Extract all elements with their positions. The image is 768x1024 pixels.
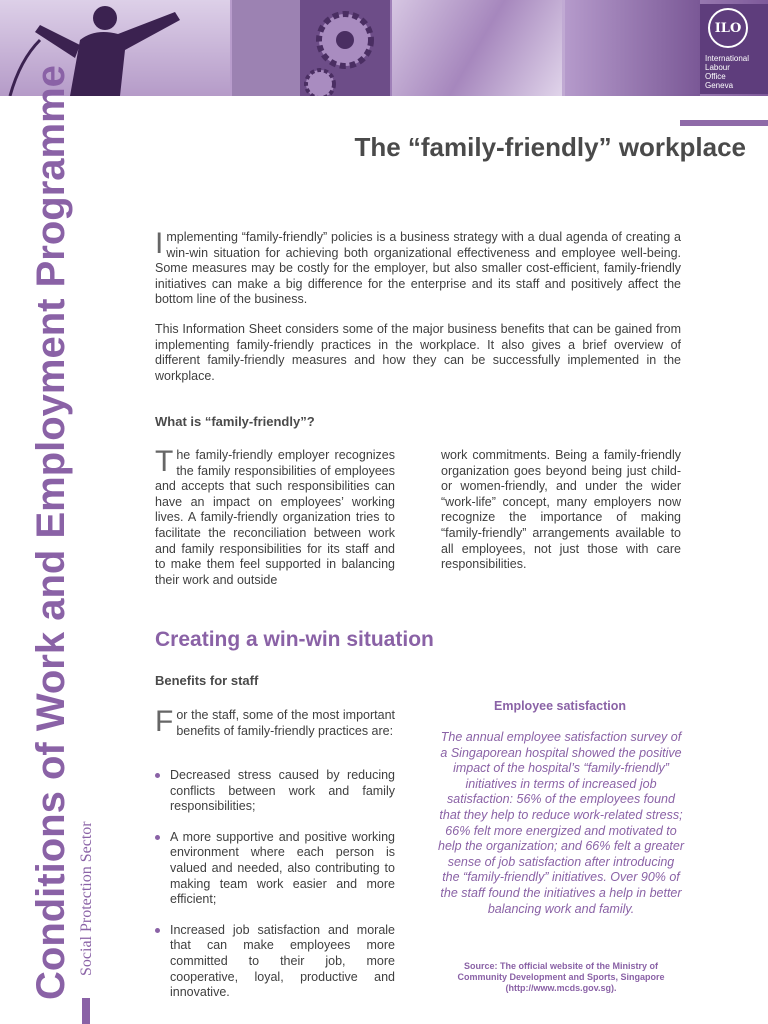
banner-photo-crowd	[565, 0, 700, 96]
list-item: Increased job satisfaction and morale that can make employees more committed to their job, more cooperative, loyal, productive and innovative.	[155, 923, 395, 1001]
drop-cap: F	[155, 705, 174, 738]
intro-paragraph-2: This Information Sheet considers some of the major business benefits that can be gained from implementing family-friendly practices in the workplace. It also gives a brief overview of different family-friendly measures and how they can be successfully implemented in the workplace.	[155, 322, 681, 383]
banner-photo-motion	[392, 0, 562, 96]
sidebar-sector-subtitle: Social Protection Sector	[78, 821, 95, 976]
list-item: A more supportive and positive working environment where each person is valued and needed, also contributing to making team work easier and more efficient;	[155, 830, 395, 908]
box-title: Employee satisfaction	[494, 699, 626, 713]
title-accent-bar	[680, 120, 768, 126]
intro-paragraph-1: Implementing “family-friendly” policies is a business strategy with a dual agenda of creating a win-win situation for achieving both organizational effectiveness and employee well-being. Some measures may be costly for the employer, but also smaller cost-efficient, family-friendly initiatives can make a big difference for the enterprise and its staff and positively affect the bottom line of the business.	[155, 227, 681, 307]
section-heading: Creating a win-win situation	[155, 628, 434, 651]
sidebar-accent-bar	[82, 998, 90, 1024]
bullet-icon	[155, 773, 160, 778]
org-name: International Labour Office Geneva	[705, 54, 750, 90]
benefits-heading: Benefits for staff	[155, 673, 259, 688]
drop-cap: I	[155, 227, 164, 260]
org-logo	[700, 4, 768, 94]
bullet-icon	[155, 835, 160, 840]
box-source: Source: The official website of the Ministry of Community Development and Sports, Singapore (http://www.mcds.gov.sg).	[457, 961, 665, 993]
banner-photo-panel	[232, 0, 302, 96]
ilo-emblem-icon: ILO	[708, 8, 748, 48]
gear-icon	[300, 0, 390, 96]
box-quote-text: The annual employee satisfaction survey of a Singaporean hospital showed the positive impact of the hospital’s “family-friendly” initiatives in terms of increased job satisfaction: 56% of the employees found that they help to reduce work-related stress; 66% felt more energized and motivated to help the organization; and 66% felt a greater sense of job satisfaction after introducing the “family-friendly” initiatives. Over 90% of the staff found the initiatives a help in better balancing work and family.	[438, 730, 685, 916]
what-column-2: work commitments. Being a family-friendly organization goes beyond being just child- or women-friendly, and under the wider “work-life” concept, many employers now recognize the importance of making “family-friendly” arrangements available to all employees, not just those with care responsibilities.	[441, 448, 681, 572]
header-banner	[0, 0, 768, 96]
drop-cap: T	[155, 445, 174, 478]
benefits-intro: For the staff, some of the most important benefits of family-friendly practices are:	[155, 705, 395, 738]
page-title: The “family-friendly” workplace	[354, 132, 746, 162]
what-column-1: The family-friendly employer recognizes the family responsibilities of employees and accepts that such responsibilities can have an impact on employees’ working lives. A family-friendly organization tries to facilitate the reconciliation between work and family responsibilities for its staff and to make them feel supported in balancing their work and outside	[155, 445, 395, 587]
what-is-heading: What is “family-friendly”?	[155, 414, 315, 429]
benefits-list	[155, 768, 395, 1016]
sidebar-programme-title: Conditions of Work and Employment Programme	[29, 65, 73, 1000]
list-item: Decreased stress caused by reducing conflicts between work and family responsibilities;	[155, 768, 395, 815]
bullet-icon	[155, 928, 160, 933]
